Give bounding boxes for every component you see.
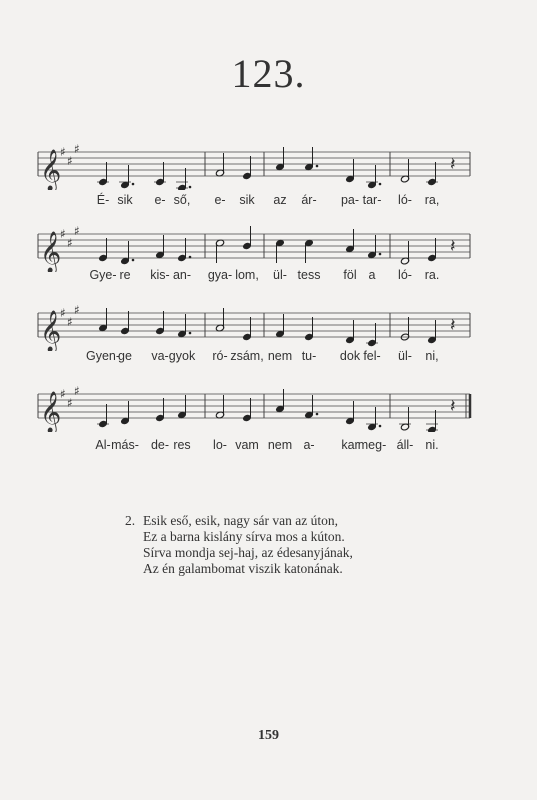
note	[345, 159, 354, 183]
lyric-syllable: ni,	[425, 349, 439, 363]
page-number: 159	[258, 728, 279, 743]
sharp-icon: ♯	[60, 306, 66, 320]
lyric-syllable: nem	[267, 438, 293, 452]
note	[275, 389, 284, 413]
lyric-syllable: ül-	[398, 349, 412, 363]
note	[120, 401, 129, 425]
lyric-syllable: dok	[339, 349, 361, 363]
note	[120, 241, 134, 265]
note	[399, 407, 411, 431]
sharp-icon: ♯	[60, 145, 66, 159]
lyric-syllable: É-	[96, 193, 110, 207]
lyric-syllable: ső,	[173, 193, 191, 207]
sharp-icon: ♯	[67, 236, 73, 250]
lyric-syllable: vam	[235, 438, 259, 452]
note	[400, 241, 409, 265]
verse-number: 2.	[125, 513, 136, 528]
note	[242, 317, 251, 341]
note	[155, 398, 164, 422]
treble-clef-icon: 𝄞	[40, 392, 62, 432]
lyric-syllable: ra,	[424, 193, 440, 207]
lyric-syllable: tar-	[362, 193, 382, 207]
lyric-syllable: ül-	[273, 268, 287, 282]
lyric-syllable: ra.	[424, 268, 440, 282]
staff-svg	[0, 301, 537, 351]
lyric-syllable: ló-	[398, 268, 412, 282]
treble-clef-icon: 𝄞	[40, 150, 62, 190]
lyric-syllable: gya-	[207, 268, 233, 282]
lyrics-line-1	[70, 193, 470, 211]
lyric-syllable: e-	[154, 193, 166, 207]
staff-svg	[0, 140, 537, 190]
lyric-syllable: más-	[111, 438, 139, 452]
treble-clef-icon: 𝄞	[40, 232, 62, 272]
lyric-syllable: re	[119, 268, 131, 282]
sharp-icon: ♯	[74, 384, 80, 398]
song-number: 123.	[231, 51, 306, 96]
note	[155, 235, 164, 259]
lyric-syllable: föl	[343, 268, 357, 282]
lyric-syllable: fel-	[363, 349, 381, 363]
quarter-rest-icon: 𝄽	[450, 154, 456, 175]
lyric-syllable: Gyen-	[85, 349, 121, 363]
note	[366, 407, 381, 431]
sharp-icon: ♯	[74, 303, 80, 317]
lyric-syllable: Gye-	[89, 268, 117, 282]
lyric-syllable: pa-	[340, 193, 360, 207]
treble-clef-icon: 𝄞	[40, 311, 62, 351]
lyric-syllable: a	[368, 268, 376, 282]
note	[366, 323, 378, 347]
lyric-syllable: an-	[172, 268, 192, 282]
lyrics-line-3	[70, 349, 470, 367]
lyric-syllable: áll-	[396, 438, 414, 452]
note	[98, 308, 107, 332]
lyric-syllable: sik	[117, 193, 133, 207]
note	[304, 317, 313, 341]
note	[427, 320, 436, 344]
lyric-syllable: gyok	[168, 349, 196, 363]
note	[304, 147, 318, 171]
sharp-icon: ♯	[60, 227, 66, 241]
lyric-syllable: zsám,	[230, 349, 264, 363]
lyric-syllable: kar	[341, 438, 359, 452]
note	[345, 320, 354, 344]
staff-svg	[0, 222, 537, 272]
note	[366, 165, 381, 189]
note	[215, 239, 224, 263]
verse-line: Sírva mondja sej-haj, az édesanyjának,	[143, 545, 353, 560]
note	[345, 401, 354, 425]
quarter-rest-icon: 𝄽	[450, 236, 456, 257]
lyric-syllable: ró-	[212, 349, 228, 363]
note	[426, 410, 438, 432]
note	[275, 147, 284, 171]
note	[176, 168, 191, 190]
lyric-syllable: tess	[297, 268, 321, 282]
note	[119, 165, 134, 189]
lyric-syllable: va-	[151, 349, 169, 363]
lyric-syllable: a-	[303, 438, 315, 452]
note	[177, 395, 186, 419]
quarter-rest-icon: 𝄽	[450, 396, 456, 417]
note	[155, 311, 164, 335]
note	[215, 153, 224, 177]
note	[97, 162, 109, 186]
lyric-syllable: sik	[239, 193, 255, 207]
lyric-syllable: kis-	[150, 268, 170, 282]
lyric-syllable: lom,	[235, 268, 259, 282]
verse-line: Az én galambomat viszik katonának.	[143, 561, 343, 576]
lyric-syllable: de-	[150, 438, 170, 452]
note	[242, 398, 251, 422]
lyric-syllable: ár-	[301, 193, 317, 207]
staff-svg	[0, 382, 537, 432]
sharp-icon: ♯	[74, 224, 80, 238]
lyric-syllable: e-	[214, 193, 226, 207]
sharp-icon: ♯	[60, 387, 66, 401]
note	[97, 404, 109, 428]
note	[275, 314, 284, 338]
note	[275, 239, 284, 263]
note	[367, 235, 381, 259]
note	[98, 238, 107, 262]
note	[154, 162, 166, 186]
lyric-syllable: ló-	[398, 193, 412, 207]
note	[242, 156, 251, 180]
sharp-icon: ♯	[67, 396, 73, 410]
note	[304, 239, 313, 263]
lyrics-line-2	[70, 268, 470, 286]
verse-line: Esik eső, esik, nagy sár van az úton,	[143, 513, 338, 528]
lyric-syllable: nem	[267, 349, 293, 363]
note	[400, 159, 409, 183]
lyric-syllable: lo-	[213, 438, 227, 452]
lyric-syllable: ge	[118, 349, 132, 363]
lyric-syllable: Al-	[95, 438, 111, 452]
note	[215, 395, 224, 419]
quarter-rest-icon: 𝄽	[450, 315, 456, 336]
lyric-syllable: meg-	[357, 438, 387, 452]
sharp-icon: ♯	[74, 142, 80, 156]
note	[215, 308, 224, 332]
sharp-icon: ♯	[67, 154, 73, 168]
sharp-icon: ♯	[67, 315, 73, 329]
note	[345, 229, 354, 253]
note	[242, 226, 251, 250]
lyrics-line-4	[70, 438, 470, 456]
lyric-syllable: res	[173, 438, 191, 452]
lyric-syllable: tu-	[301, 349, 317, 363]
verse-line: Ez a barna kislány sírva mos a kúton.	[143, 529, 345, 544]
lyric-syllable: az	[273, 193, 287, 207]
note	[304, 395, 318, 419]
verse-lines	[143, 513, 353, 577]
lyric-syllable: ni.	[425, 438, 439, 452]
note	[120, 311, 129, 335]
note	[426, 162, 438, 186]
note	[427, 238, 436, 262]
note	[177, 314, 191, 338]
